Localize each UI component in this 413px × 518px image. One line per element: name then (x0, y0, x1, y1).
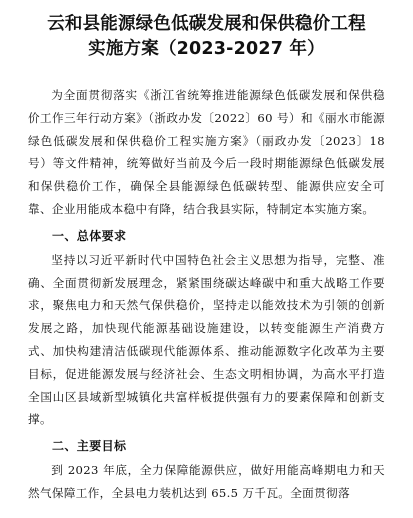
section-1-heading: 一、总体要求 (52, 228, 127, 243)
section-2-heading: 二、主要目标 (52, 439, 127, 454)
document-title-line-1: 云和县能源绿色低碳发展和保供稳价工程 (47, 14, 366, 34)
intro-paragraph: 为全面贯彻落实《浙江省统筹推进能源绿色低碳发展和保供稳价工作三年行动方案》（浙政办发〔2022〕60 号）和《丽水市能源绿色低碳发展和保供稳价工程实施方案》（丽政办发〔2023〕18 号）等文件精神，统筹做好当前及今后一段时期能源绿色低碳发展和保供稳价工作，确保全县能源绿色低碳转型、能源供应安全可靠、企业用能成本稳中有降，结合我县实际，特制定本实施方案。 (28, 88, 385, 216)
section-2-paragraph: 到 2023 年底，全力保障能源供应，做好用能高峰期电力和天然气保障工作，全县电力装机达到 65.5 万千瓦。全面贯彻落 (28, 463, 385, 500)
spacer (28, 62, 385, 84)
document-title (28, 12, 385, 62)
document-title-line-2: 实施方案（2023-2027 年） (88, 39, 325, 59)
section-1-paragraph: 坚持以习近平新时代中国特色社会主义思想为指导，完整、准确、全面贯彻新发展理念，紧紧围绕碳达峰碳中和重大战略工作要求，聚焦电力和天然气保供稳价，坚持走以能效技术为引领的创新发展之路，加快现代能源基础设施建设，以转变能源生产消费方式、加快构建清洁低碳现代能源体系、推动能源数字化改革为主要目标，促进能源发展与经济社会、生态文明相协调，为高水平打造全国山区县域新型城镇化共富样板提供强有力的要素保障和创新支撑。 (28, 252, 385, 427)
